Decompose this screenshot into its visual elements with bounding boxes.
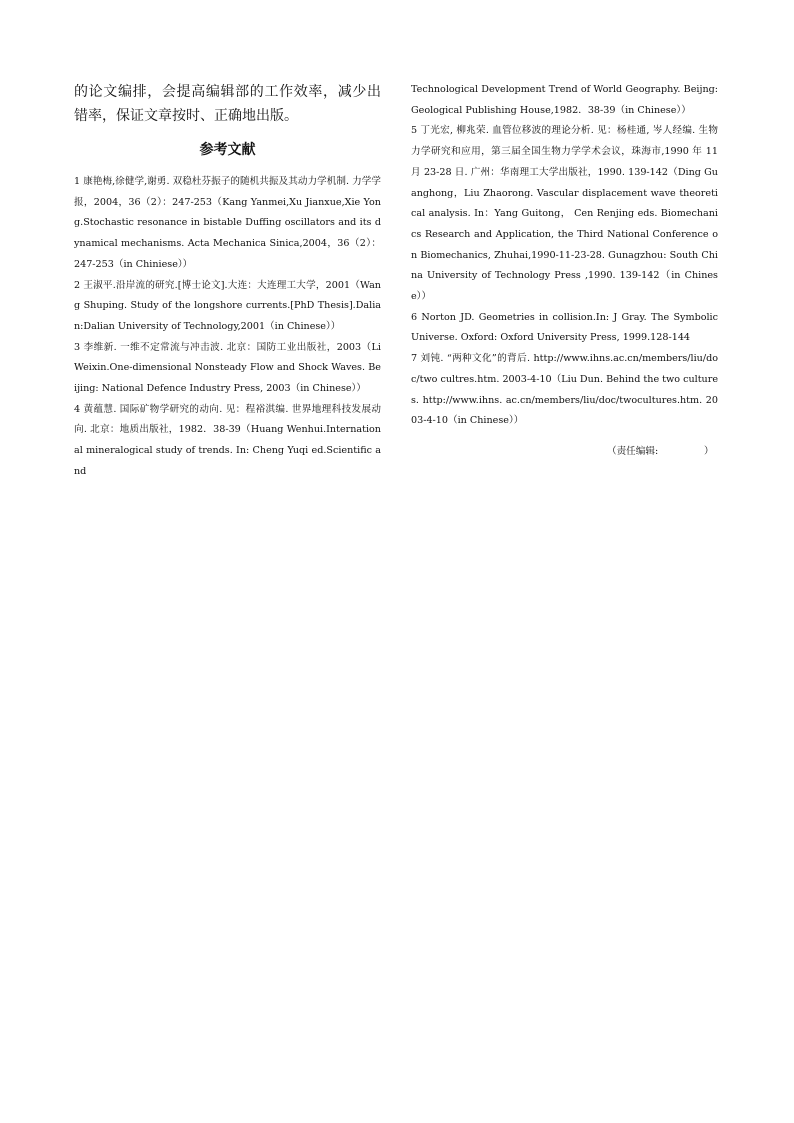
reference-item-6: 6 Norton JD. Geometries in collision.In: J Gray. The Symbolic Universe. Oxford: Oxford University Press, 1999.128-144 xyxy=(411,311,718,344)
right-column xyxy=(411,80,718,462)
reference-item-3: 3 李维新. 一维不定常流与冲击波. 北京：国防工业出版社，2003（Li Weixin.One-dimensional Nonsteady Flow and Shock Waves. Beijing: National Defence Industry Press, 2003（in Chinese）） xyxy=(74,341,381,395)
left-column xyxy=(74,80,381,483)
reference-item-2: 2 王淑平.沿岸流的研究.[博士论文].大连：大连理工大学，2001（Wang Shuping. Study of the longshore currents.[PhD Thesis].Dalian:Dalian University of Technology,2001（in Chinese）） xyxy=(74,279,381,332)
references-heading: 参考文献 xyxy=(199,142,256,158)
editor-note: （责任编辑: ） xyxy=(607,445,714,457)
reference-item-5: 5 丁光宏, 柳兆荣. 血管位移波的理论分析. 见：杨桂通, 岑人经编. 生物力学研究和应用，第三届全国生物力学学术会议，珠海市,1990 年 11 月 23-28 日. 广州：华南理工大学出版社，1990. 139-142（Ding Guanghong，Liu Zhaorong. Vascular displacement wave theoretical analysis. In：Yang Guitong， Cen Renjing eds. Biomechanics Research and Application, the Third National Conference on Biomechanics, Zhuhai,1990-11-23-28. Gunagzhou: South China University of Technology Press ,1990. 139-142（in Chinese）） xyxy=(411,125,718,303)
reference-item-4-continued: Technological Development Trend of World Geography. Beijng: Geological Publishing House,1982．38-39（in Chinese）） xyxy=(411,84,718,116)
reference-item-7: 7 刘钝. “两种文化”的背后. http://www.ihns.ac.cn/members/liu/doc/two cultres.htm. 2003-4-10（Liu Dun. Behind the two cultures. http://www.ihns. ac.cn/members/liu/doc/twocultures.htm. 2003-4-10（in Chinese）） xyxy=(411,353,718,427)
reference-item-4: 4 黄蕴慧. 国际矿物学研究的动向. 见：程裕淇编. 世界地理科技发展动向. 北京：地质出版社，1982．38-39（Huang Wenhui.International mineralogical study of trends. In: Cheng Yuqi ed.Scientific and xyxy=(74,403,381,477)
intro-paragraph: 的论文编排，会提高编辑部的工作效率，减少出错率，保证文章按时、正确地出版。 xyxy=(74,84,381,124)
reference-item-1: 1 康艳梅,徐健学,谢勇. 双稳杜芬振子的随机共振及其动力学机制. 力学学报，2004，36（2）：247-253（Kang Yanmei,Xu Jianxue,Xie Yong.Stochastic resonance in bistable Duffing oscillators and its dynamical mechanisms. Acta Mechanica Sinica,2004，36（2）：247-253（in Chiniese）） xyxy=(74,176,381,270)
